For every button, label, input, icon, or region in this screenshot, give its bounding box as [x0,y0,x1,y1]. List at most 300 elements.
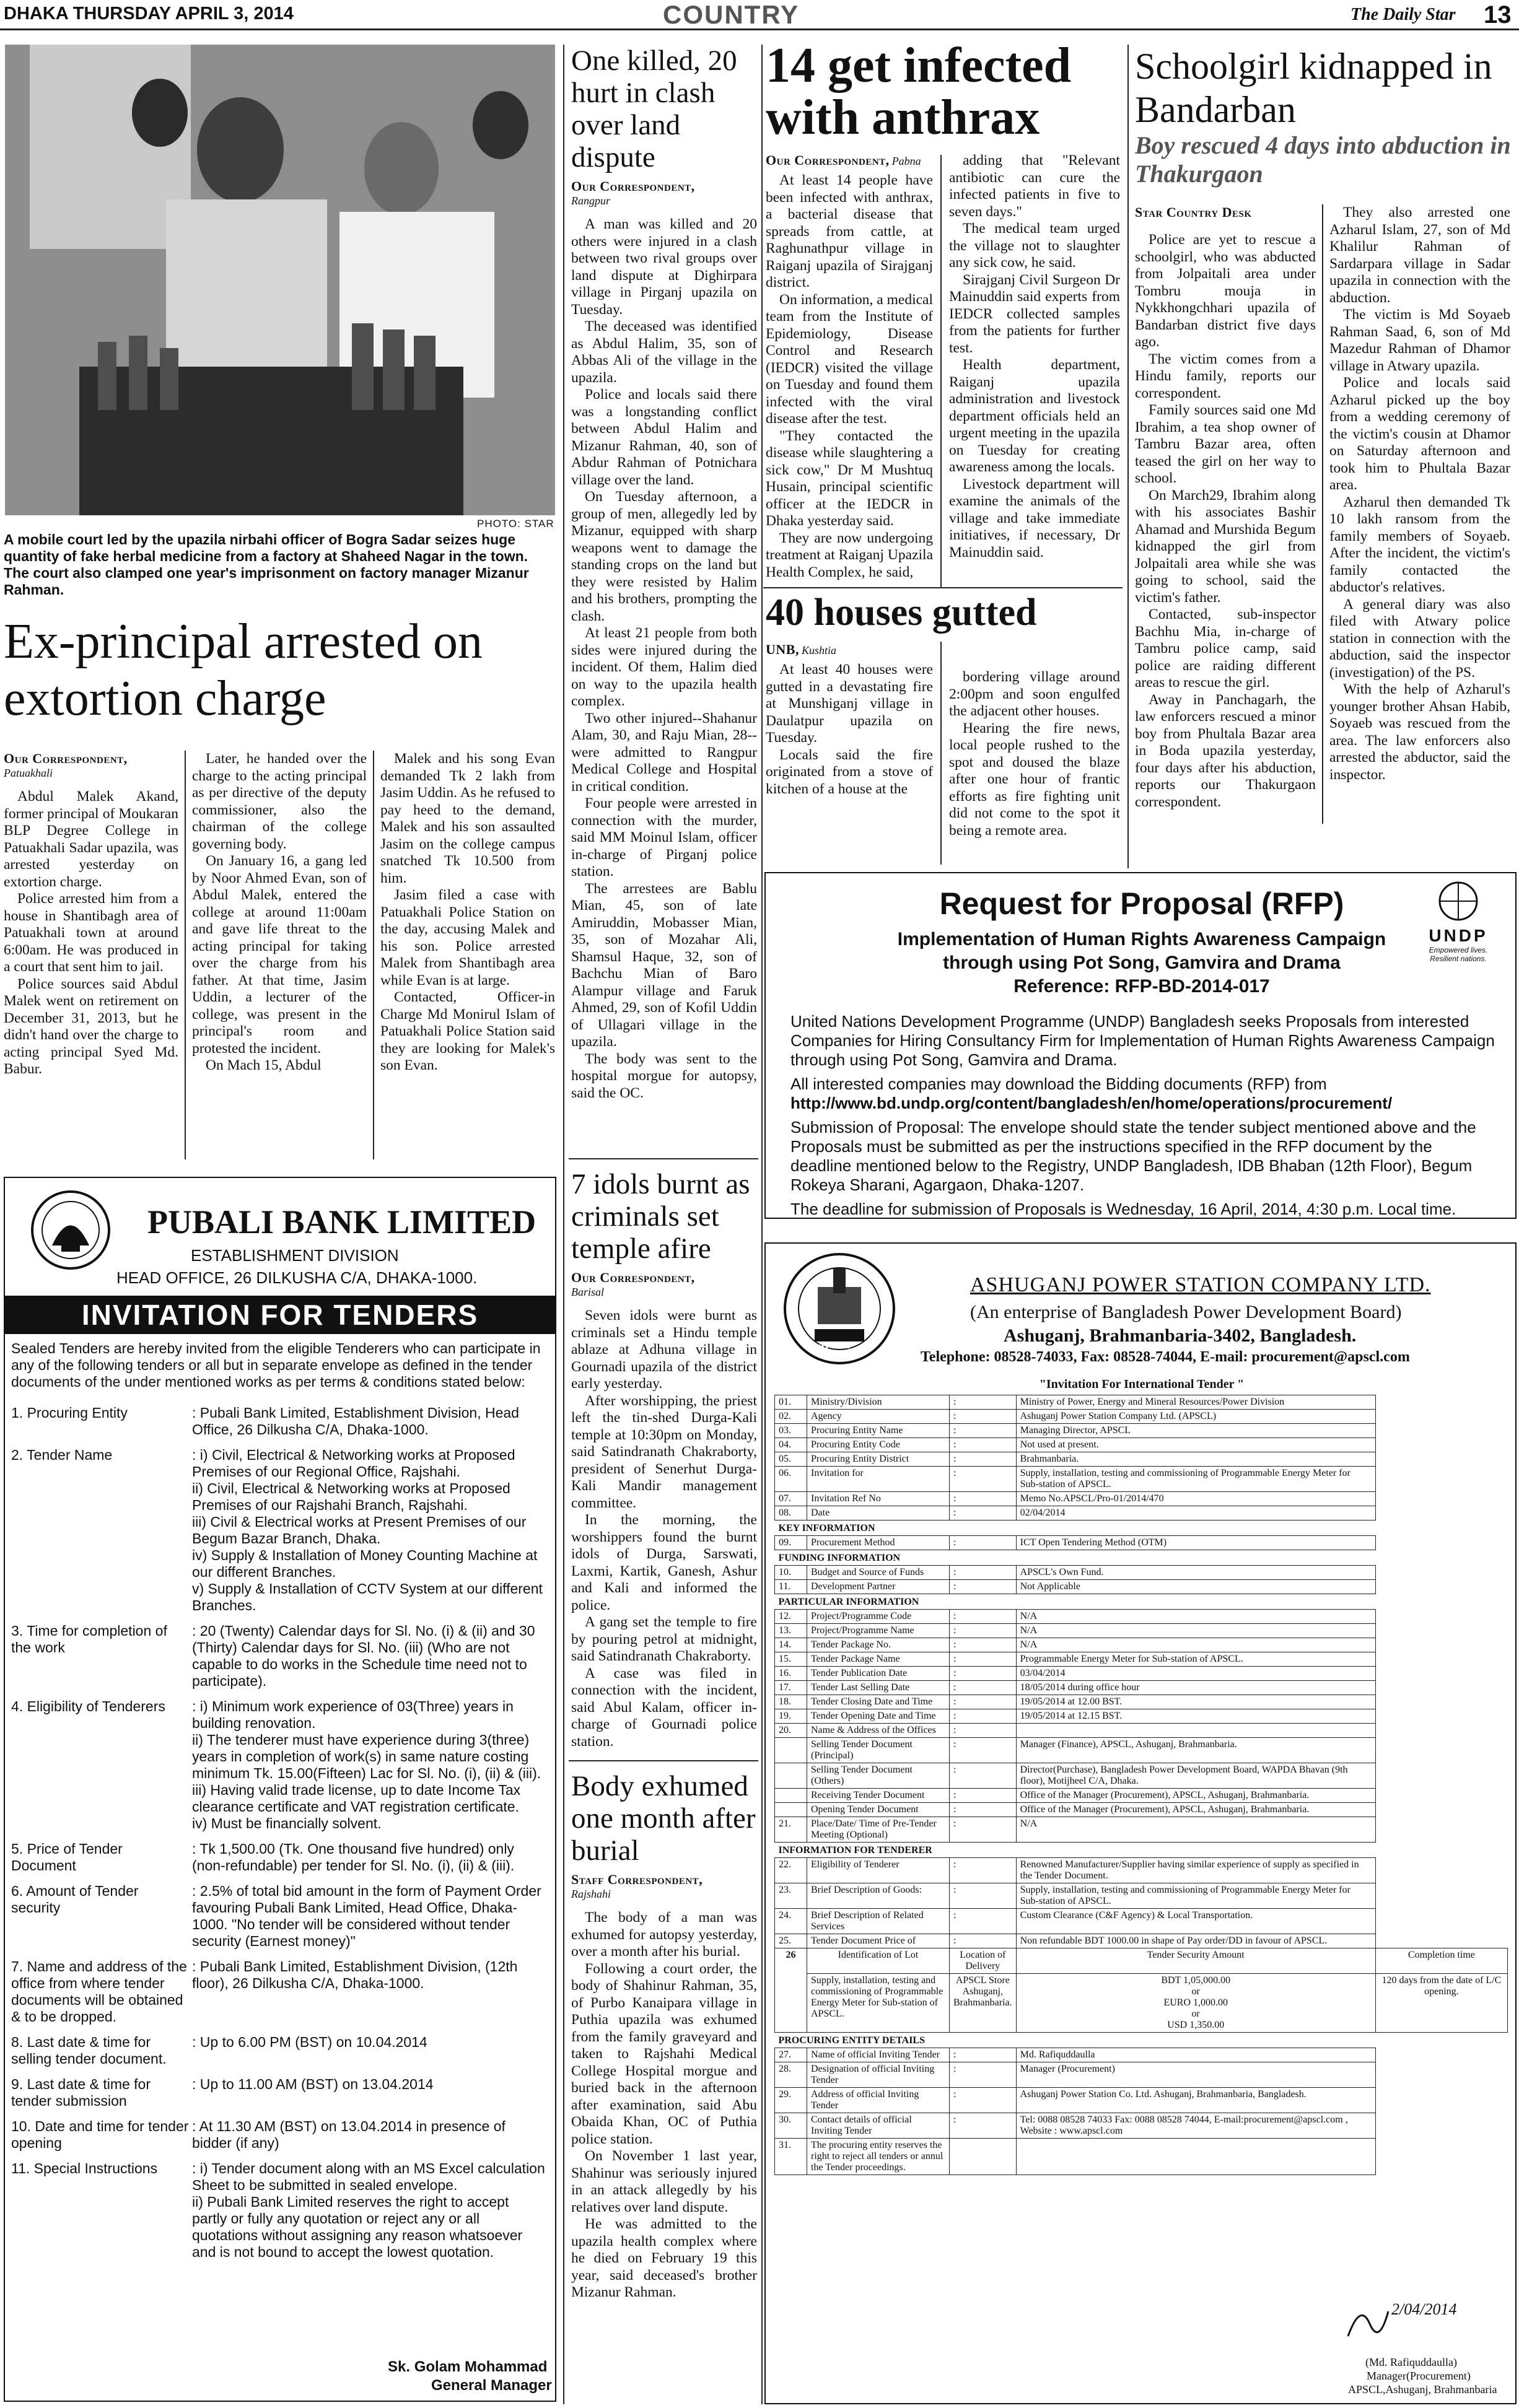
section-title: PARTICULAR INFORMATION [778,1597,919,1607]
news-photo [5,45,555,515]
table-cell: 20. [775,1724,807,1738]
table-cell: Supply, installation, testing and commissioning of Programmable Energy Meter for Sub-station of APSCL. [1016,1883,1375,1909]
table-cell: Supply, installation, testing and commissioning of Programmable Energy Meter for Sub-station of APSCL. [1016,1467,1375,1492]
lot-cell: Location of Delivery [950,1948,1017,1974]
undp-tagline-1: Empowered lives. [1429,946,1488,954]
column-divider [1322,204,1323,824]
table-cell: Brief Description of Related Services [807,1909,950,1934]
byline: Our Correspondent, [4,751,128,766]
table-cell: Place/Date/ Time of Pre-Tender Meeting (Optional) [807,1817,950,1843]
paragraph: Later, he handed over the charge to the acting principal as per directive of the deputy commissioner, also the chairman of the college governing body. [192,751,367,852]
headline-gutted: 40 houses gutted [766,591,1037,634]
story-anthrax-col1 [766,152,933,581]
table-cell: Office of the Manager (Procurement), APSCL, Ashuganj, Brahmanbaria. [1016,1803,1375,1817]
paragraph: A general diary was also filed with Atwary police station in connection with the abduction, said the inspector (investigation) of the PS. [1329,596,1510,681]
table-cell: The procuring entity reserves the right to reject all tenders or annul the Tender proceedings. [807,2139,950,2175]
story-divider [569,1760,758,1761]
rfp-title: Request for Proposal (RFP) [939,886,1344,921]
table-cell: 19. [775,1709,807,1724]
table-cell: Budget and Source of Funds [807,1566,950,1580]
table-row [775,2088,1508,2113]
paragraph: On March29, Ibrahim along with his associates Bashir Ahamad and Murshida Begum kidnapped the girl from Jolpaitali area while she was going to school, said the victim's father. [1135,487,1316,606]
tender-row [11,2160,548,2269]
table-row [775,1424,1508,1438]
table-cell: 30. [775,2113,807,2139]
section-title: PROCURING ENTITY DETAILS [778,2035,925,2046]
table-cell: Tender Package No. [807,1638,950,1652]
header-page-number: 13 [1484,1,1512,27]
paragraph: Seven idols were burnt as criminals set a Hindu temple ablaze at Adhuna village in Gournadi upazila of the district early yesterday. [571,1307,757,1392]
subhead-kidnap: Boy rescued 4 days into abduction in Thakurgaon [1135,131,1511,188]
pubali-bank-name: PUBALI BANK LIMITED [147,1203,536,1241]
table-cell: 28. [775,2062,807,2088]
table-cell: Project/Programme Code [807,1610,950,1624]
byline-place: Kushtia [801,644,836,657]
paragraph: Police and locals said Azharul picked up the boy from a wedding ceremony of the victim's cousin at Dhamor on Saturday afternoon and took him to Phultala Bazar area. [1329,375,1510,493]
paragraph: After worshipping, the priest left the tin-shed Durga-Kali temple at 10:30pm on Monday, said Satindranath Chakraborty, president of Senerhut Durga-Kali Mandir management committee. [571,1392,757,1511]
story-ex-principal-col3 [380,751,555,1075]
byline-place: Rajshahi [571,1888,611,1900]
tender-row-label: 11. Special Instructions [11,2160,158,2176]
table-cell: : [950,1909,1017,1934]
table-cell: : [950,1709,1017,1724]
pubali-sign-name: Sk. Golam Mohammad [388,2358,548,2375]
table-row [775,1438,1508,1452]
table-cell: Procuring Entity District [807,1452,950,1467]
table-cell: 10. [775,1566,807,1580]
tender-row-value: : Tk 1,500.00 (Tk. One thousand five hundred) only (non-refundable) per tender for Sl. No. (i), (ii) & (iii). [192,1841,515,1874]
column-divider [563,45,564,2404]
table-cell: : [950,1724,1017,1738]
table-cell: 06. [775,1467,807,1492]
table-cell: : [950,1536,1017,1550]
table-cell: : [950,1624,1017,1638]
table-cell: Not used at present. [1016,1438,1375,1452]
tender-row-value: : Up to 11.00 AM (BST) on 13.04.2014 [192,2076,434,2092]
table-cell: 18/05/2014 during office hour [1016,1681,1375,1695]
table-cell: 19/05/2014 at 12.00 BST. [1016,1695,1375,1709]
table-cell: Ashuganj Power Station Co. Ltd. Ashuganj, Brahmanbaria, Bangladesh. [1016,2088,1375,2113]
tender-row-label: 1. Procuring Entity [11,1405,128,1421]
table-cell: Tender Closing Date and Time [807,1695,950,1709]
table-row [775,1817,1508,1843]
table-row [775,1652,1508,1667]
table-row [775,1410,1508,1424]
table-cell: : [950,1763,1017,1789]
paragraph: They are now undergoing treatment at Raiganj Upazila Health Complex, he said, [766,530,933,580]
table-cell: : [950,1506,1017,1520]
table-cell: : [950,1438,1017,1452]
table-section-header [775,1550,1508,1566]
table-cell: Name & Address of the Offices [807,1724,950,1738]
lot-cell: Supply, installation, testing and commissioning of Programmable Energy Meter for Sub-station of APSCL. [807,1974,950,2033]
paragraph: The arrestees are Bablu Mian, 45, son of late Amiruddin, Mobasser Mian, 35, son of Mozahar Ali, Shamsul Haque, 32, son of Bachchu Mian of Baro Alampur village and Faruk Ahmed, 29, son of Kofil Uddin of Ullagari village in the upazila. [571,880,757,1050]
security-amount: BDT 1,05,000.00 [1161,1975,1231,1986]
paragraph: He was admitted to the upazila health complex where he died on February 19 this year, said deceased's brother Mizanur Rahman. [571,2216,757,2300]
byline: Star Country Desk [1135,204,1252,220]
table-cell: N/A [1016,1610,1375,1624]
table-cell: 12. [775,1610,807,1624]
rfp-subtitle-2: through using Pot Song, Gamvira and Drama [943,953,1341,973]
paragraph: Livestock department will examine the animals of the village and take immediate initiatives, if necessary, Dr Mainuddin said. [949,476,1120,561]
lot-security-cell [1016,1974,1375,2033]
table-cell: Director(Purchase), Bangladesh Power Development Board, WAPDA Bhavan (9th floor), Motijheel C/A, Dhaka. [1016,1763,1375,1789]
tender-row-value: : At 11.30 AM (BST) on 13.04.2014 in presence of bidder (if any) [192,2118,506,2151]
tender-row [11,1623,548,1698]
table-cell: Manager (Finance), APSCL, Ashuganj, Brahmanbaria. [1016,1738,1375,1763]
story-one-killed [571,45,757,1102]
table-row [775,2048,1508,2062]
table-cell: Tender Publication Date [807,1667,950,1681]
paragraph: On Mach 15, Abdul [206,1057,322,1073]
table-row [775,1709,1508,1724]
table-row [775,1638,1508,1652]
tender-row-value: : Pubali Bank Limited, Establishment Division, Head Office, 26 Dilkusha C/A, Dhaka-1000. [192,1405,519,1437]
paragraph: Sirajganj Civil Surgeon Dr Mainuddin said experts from IEDCR collected samples from the patients for further test. [949,271,1120,356]
tender-row [11,2118,548,2160]
table-cell: 27. [775,2048,807,2062]
paragraph: Hearing the fire news, local people rushed to the spot and doused the blaze after one hour of frantic efforts as fire fighting unit did not come to the spot it being a remote area. [949,720,1120,839]
tender-row-value: : 2.5% of total bid amount in the form of Payment Order favouring Pubali Bank Limited, Head Office, Dhaka-1000. "No tender will be considered without tender security (Earnest money)" [192,1883,541,1949]
table-row [775,1934,1508,1948]
table-row [775,1610,1508,1624]
table-cell [775,1803,807,1817]
un-emblem-icon [1427,879,1489,923]
signature-scribble-icon [1342,2299,1391,2349]
header-section: COUNTRY [663,0,800,27]
byline: Our Correspondent, [766,152,890,168]
table-cell: 29. [775,2088,807,2113]
table-cell: Brahmanbaria. [1016,1452,1375,1467]
table-cell: 14. [775,1638,807,1652]
lot-cell: Identification of Lot [807,1948,950,1974]
table-cell: 07. [775,1492,807,1506]
table-cell: Date [807,1506,950,1520]
table-row [775,1667,1508,1681]
undp-logo-text: UNDP [1429,926,1488,945]
apscl-logo-text: APSCL [818,1340,851,1351]
tender-row-label: 5. Price of Tender Document [11,1841,123,1874]
paragraph: "They contacted the disease while slaughtering a sick cow," Dr M Mushtuq Husain, principal scientific officer at the IEDCR in Dhaka yesterday said. [766,427,933,529]
table-cell: : [950,1580,1017,1594]
tender-row-label: 6. Amount of Tender security [11,1883,139,1916]
table-cell: : [950,1817,1017,1843]
table-cell: 13. [775,1624,807,1638]
table-cell: 16. [775,1667,807,1681]
table-row [775,1724,1508,1738]
pubali-tender-ad [4,1177,556,2402]
table-cell: Programmable Energy Meter for Sub-station of APSCL. [1016,1652,1375,1667]
table-cell: 31. [775,2139,807,2175]
pubali-sign-title: General Manager [431,2377,552,2394]
pubali-division: ESTABLISHMENT DIVISION [191,1246,399,1265]
table-cell: Tender Package Name [807,1652,950,1667]
table-row [775,1452,1508,1467]
paragraph: Police arrested him from a house in Shantibagh area of Patuakhali town at around 6:00am. He was produced in a court that sent him to jail. [4,891,178,975]
photo-caption: A mobile court led by the upazila nirbahi officer of Bogra Sadar seizes huge quantity of fake herbal medicine from a factory at Shaheed Nagar in the town. The court also clamped one year's imprisonment on factory manager Mizanur Rahman. [4,531,529,598]
pubali-banner [5,1296,555,1334]
tender-row [11,1883,548,1958]
paragraph: A man was killed and 20 others were injured in a clash between two rival groups over land dispute at Dighirpara village in Pirganj upazila on Tuesday. [571,216,757,318]
paragraph: Azharul then demanded Tk 10 lakh ransom from the family members of Soyaeb. After the incident, the victim's family contacted the abductor's relatives. [1329,494,1510,595]
table-row [775,1883,1508,1909]
table-cell: : [950,2088,1017,2113]
photo-scene-icon [5,45,555,515]
table-row [775,1566,1508,1580]
paragraph: With the help of Azharul's younger brother Ahsan Habib, Soyaeb was rescued from the area. The law enforcers also arrested the abductor, said the inspector. [1329,681,1510,783]
paragraph: At least 14 people have been infected with anthrax, a bacterial disease that spreads from cattle, at Raghunathpur village in Raiganj upazila of Sirajganj district. [766,172,933,290]
table-cell: 08. [775,1506,807,1520]
paragraph: Contacted, Officer-in Charge Md Monirul Islam of Patuakhali Police Station said they are looking for Malek's son Evan. [380,989,555,1073]
table-row [775,1395,1508,1410]
table-cell: Md. Rafiquddaulla [1016,2048,1375,2062]
table-cell: : [950,1452,1017,1467]
headline-kidnap: Schoolgirl kidnapped in Bandarban [1135,46,1492,130]
table-row [775,2113,1508,2139]
table-cell: Renowned Manufacturer/Supplier having similar experience of supply as specified in the Tender Document. [1016,1858,1375,1883]
table-cell: ICT Open Tendering Method (OTM) [1016,1536,1375,1550]
column-divider [940,642,942,865]
page-header [0,0,1519,27]
headline-anthrax: 14 get infected with anthrax [766,40,1072,144]
table-cell: Tender Opening Date and Time [807,1709,950,1724]
pubali-banner-text: INVITATION FOR TENDERS [81,1299,479,1331]
table-cell: : [950,1395,1017,1410]
table-row [775,1467,1508,1492]
paragraph: They also arrested one Azharul Islam, 27, son of Md Khalilur Rahman of Sardarpara village in Sadar upazila in connection with the abduction. [1329,204,1510,306]
tender-row-label: 8. Last date & time for selling tender document. [11,2034,167,2067]
rfp-paragraph: Submission of Proposal: The envelope should state the tender subject mentioned above and the Proposals must be submitted as per the instructions specified in the RFP document by the deadline mentioned below to the Registry, UNDP Bangladesh, IDB Bhaban (12th Floor), Begum Rokeya Sharani, Agargaon, Dhaka-1207. [790,1118,1476,1194]
lot-cell: Tender Security Amount [1016,1948,1375,1974]
paragraph: The victim comes from a Hindu family, reports our correspondent. [1135,351,1316,401]
table-cell: Ministry/Division [807,1395,950,1410]
tender-row-label: 4. Eligibility of Tenderers [11,1698,165,1714]
photo-credit: PHOTO: STAR [477,518,554,530]
lot-cell: 26 [775,1948,807,2033]
table-cell: 09. [775,1536,807,1550]
apscl-signatory-name: (Md. Rafiquddaulla) [1365,2356,1457,2368]
table-cell [950,2139,1017,2175]
table-cell: Selling Tender Document (Principal) [807,1738,950,1763]
tender-row [11,2034,548,2076]
story-idols [571,1168,757,1750]
paragraph: The medical team urged the village not to slaughter any sick cow, he said. [949,220,1120,271]
byline-place: Pabna [891,155,921,167]
table-row [775,2139,1508,2175]
apscl-enterprise: (An enterprise of Bangladesh Power Development Board) [970,1302,1402,1322]
header-rule [0,28,1519,30]
paragraph: Police and locals said there was a longstanding conflict between Abdul Halim and Mizanur Rahman, 40, son of Abdur Rahman of Potnichara village over the land. [571,386,757,488]
table-cell [775,1738,807,1763]
rfp-paragraph: All interested companies may download the Bidding documents (RFP) from [790,1075,1327,1093]
table-cell: : [950,1667,1017,1681]
headline-ex-principal: Ex-principal arrested on extortion charge [4,614,483,726]
table-cell: Agency [807,1410,950,1424]
story-kidnap-col1 [1135,204,1316,811]
apscl-address: Ashuganj, Brahmanbaria-3402, Bangladesh. [1004,1325,1357,1346]
paragraph: Police are yet to rescue a schoolgirl, who was abducted from Jolpaitali area under Tombru mouja in Nykkhongchhari upazila of Bandarban district five days ago. [1135,232,1316,350]
table-cell: 24. [775,1909,807,1934]
paragraph: adding that "Relevant antibiotic can cure the infected patients in five to seven days." [949,152,1120,220]
tender-row [11,2076,548,2118]
apscl-notice-title: "Invitation For International Tender " [1039,1377,1245,1391]
table-cell: : [950,2062,1017,2088]
table-cell [775,1789,807,1803]
table-cell: 03. [775,1424,807,1438]
byline: UNB, [766,642,799,657]
story-exhumed [571,1770,757,2404]
column-divider [940,155,942,588]
table-cell: Tel: 0088 08528 74033 Fax: 0088 08528 74044, E-mail:procurement@apscl.com , Website : www.apscl.com [1016,2113,1375,2139]
headline-exhumed: Body exhumed one month after burial [571,1770,756,1867]
table-cell: Contact details of official Inviting Tender [807,2113,950,2139]
table-cell: Selling Tender Document (Others) [807,1763,950,1789]
rfp-download-link[interactable]: http://www.bd.undp.org/content/bangladesh/en/home/operations/procurement/ [790,1094,1393,1112]
table-section-header [775,1843,1508,1858]
table-cell: : [950,1934,1017,1948]
table-row [775,1738,1508,1763]
rfp-paragraph: United Nations Development Programme (UNDP) Bangladesh seeks Proposals from interested Companies for Hiring Consultancy Firm for Implementation of Human Rights Awareness Campaign through using Pot Song, Gamvira and Drama. [790,1012,1495,1069]
section-title: KEY INFORMATION [778,1523,875,1533]
table-cell: Invitation Ref No [807,1492,950,1506]
paragraph: The body of a man was exhumed for autopsy yesterday, over a month after his burial. [571,1909,757,1960]
paragraph: Two other injured--Shahanur Alam, 30, and Raju Mian, 28--were admitted to Rangpur Medical College and Hospital in critical condition. [571,710,757,795]
table-cell [1016,2139,1375,2175]
table-cell: Procuring Entity Code [807,1438,950,1452]
table-row [775,1803,1508,1817]
paragraph: The victim is Md Soyaeb Rahman Saad, 6, son of Md Mazedur Rahman of Dhamor village in Atwary upazila. [1329,307,1510,374]
table-row [775,1695,1508,1709]
paragraph: Malek and his song Evan demanded Tk 2 lakh from Jasim Uddin. As he refused to pay heed to the demand, Malek and his son assaulted Jasim on the college campus snatched Tk 10.500 from him. [380,751,555,886]
paragraph: Four people were arrested in connection with the murder, said MM Moinul Islam, officer in-charge of Pirganj police station. [571,795,757,879]
table-cell: 02. [775,1410,807,1424]
byline-place: Patuakhali [4,767,53,779]
paragraph: At least 40 houses were gutted in a devastating fire at Munshiganj village in Daulatpur upazila on Tuesday. [766,661,933,746]
table-section-header [775,1594,1508,1610]
story-divider [569,1158,758,1159]
table-cell: : [950,1681,1017,1695]
table-row [775,1789,1508,1803]
apscl-tender-table [774,1395,1508,2175]
table-cell: Not Applicable [1016,1580,1375,1594]
table-cell: Custom Clearance (C&F Agency) & Local Transportation. [1016,1909,1375,1934]
table-cell [1016,1724,1375,1738]
byline-place: Barisal [571,1286,605,1298]
table-cell: 25. [775,1934,807,1948]
table-cell: : [950,2048,1017,2062]
byline: Staff Correspondent, [571,1872,703,1887]
tender-row-label: 10. Date and time for tender opening [11,2118,189,2151]
table-cell: Ashuganj Power Station Company Ltd. (APSCL) [1016,1410,1375,1424]
tender-row-value: : i) Minimum work experience of 03(Three) years in building renovation. ii) The tenderer must have experience during 3(three) years in completion of work(s) in same nature costing minimum Tk. 15.00(Fifteen) Lac for Sl. No. (i), (ii) & (iii). iii) Having valid trade license, up to date Income Tax clearance certificate and VAT registration certificate. iv) Must be financially solvent. [192,1698,541,1831]
column-divider [1127,45,1129,868]
table-cell: Office of the Manager (Procurement), APSCL, Ashuganj, Brahmanbaria. [1016,1789,1375,1803]
table-cell: APSCL's Own Fund. [1016,1566,1375,1580]
undp-tagline-2: Resilient nations. [1430,954,1487,963]
tender-row [11,1958,548,2034]
table-cell: : [950,1638,1017,1652]
paragraph: bordering village around 2:00pm and soon engulfed the adjacent other houses. [949,669,1120,719]
table-cell: 21. [775,1817,807,1843]
table-cell: 02/04/2014 [1016,1506,1375,1520]
tender-row-label: 2. Tender Name [11,1447,113,1463]
table-cell: 23. [775,1883,807,1909]
byline-place: Rangpur [571,194,610,207]
paragraph: Jasim filed a case with Patuakhali Police Station on the day, accusing Malek and his son. Police arrested Malek from Shantibagh area while Evan is at large. [380,887,555,988]
table-row [775,1858,1508,1883]
table-cell: : [950,1467,1017,1492]
table-cell: Tender Document Price of [807,1934,950,1948]
undp-logo [1427,879,1489,984]
paragraph: A case was filed in connection with the incident, said Abul Kalam, officer in-charge of Gournadi police station. [571,1665,757,1750]
tender-row [11,1447,548,1623]
pubali-office: HEAD OFFICE, 26 DILKUSHA C/A, DHAKA-1000. [116,1268,478,1287]
lot-cell: Completion time [1375,1948,1507,1974]
lot-cell: APSCL Store Ashuganj, Brahmanbaria. [950,1974,1017,2033]
table-row [775,1763,1508,1789]
table-cell: Name of official Inviting Tender [807,2048,950,2062]
header-brand: The Daily Star [1350,5,1456,24]
table-cell: : [950,1858,1017,1883]
paragraph: On information, a medical team from the Institute of Epidemiology, Disease Control and Research (IEDCR) visited the village on Tuesday and found them infected with the viral disease after the test. [766,291,933,427]
table-cell: : [950,1424,1017,1438]
rfp-body [790,1012,1497,1219]
table-row [775,2062,1508,2088]
table-cell: 19/05/2014 at 12.15 BST. [1016,1709,1375,1724]
table-row [775,1506,1508,1520]
paragraph: In the morning, the worshippers found the burnt idols of Durga, Sarswati, Laxmi, Kartik, Ganesh, Ashur and Kali and informed the police. [571,1512,757,1613]
tender-row-value: : 20 (Twenty) Calendar days for Sl. No. (i) & (ii) and 30 (Thirty) Calendar days for Sl. No. (iii) (Who are not capable to do works in the Schedule time need not to participate). [192,1623,535,1689]
table-cell: 11. [775,1580,807,1594]
table-cell: Address of official Inviting Tender [807,2088,950,2113]
paragraph: The deceased was identified as Abdul Halim, 35, son of Abbas Ali of the village in the upazila. [571,318,757,386]
security-amount: or [1191,2009,1200,2019]
column-divider [185,751,186,1159]
rfp-subtitle-1: Implementation of Human Rights Awareness Campaign [897,929,1386,949]
table-cell: N/A [1016,1624,1375,1638]
table-cell: : [950,1883,1017,1909]
story-ex-principal-col2 [192,751,367,1075]
table-cell: Designation of official Inviting Tender [807,2062,950,2088]
table-cell: Receiving Tender Document [807,1789,950,1803]
table-cell: Eligibility of Tenderer [807,1858,950,1883]
section-title: FUNDING INFORMATION [778,1553,901,1563]
table-cell: 05. [775,1452,807,1467]
tender-row [11,1841,548,1883]
table-row [775,1580,1508,1594]
rfp-deadline: The deadline for submission of Proposals is Wednesday, 16 April, 2014, 4:30 p.m. Local time. [790,1200,1456,1218]
apscl-signatory-title: Manager(Procurement) [1367,2370,1471,2382]
section-title: INFORMATION FOR TENDERER [778,1845,932,1856]
table-cell: N/A [1016,1638,1375,1652]
table-cell: Non refundable BDT 1000.00 in shape of Pay order/DD in favour of APSCL. [1016,1934,1375,1948]
paragraph: Family sources said one Md Ibrahim, a tea shop owner of Tambru Bazar area, often teased the girl on her way to school. [1135,402,1316,486]
table-row [775,1536,1508,1550]
table-section-header [775,2033,1508,2048]
table-cell: Managing Director, APSCL [1016,1424,1375,1438]
story-gutted-col1 [766,642,933,798]
apscl-signature-date: 2/04/2014 [1391,2300,1457,2318]
table-cell: : [950,1803,1017,1817]
table-cell: Development Partner [807,1580,950,1594]
table-cell: Memo No.APSCL/Pro-01/2014/470 [1016,1492,1375,1506]
table-section-header [775,1520,1508,1536]
security-amount: or [1191,1986,1200,1997]
tender-row [11,1698,548,1841]
column-divider [373,751,374,1159]
security-amount: USD 1,350.00 [1167,2020,1225,2030]
tender-row-value: : i) Civil, Electrical & Networking works at Proposed Premises of our Regional Office, Rajshahi. ii) Civil, Electrical & Networking works at Proposed Premises of our Rajshahi Branch, Rajshahi. iii) Civil & Electrical works at Present Premises of our Begum Bazar Branch, Dhaka. iv) Supply & Installation of Money Counting Machine at our different Branches. v) Supply & Installation of CCTV System at our different Branches. [192,1447,543,1613]
